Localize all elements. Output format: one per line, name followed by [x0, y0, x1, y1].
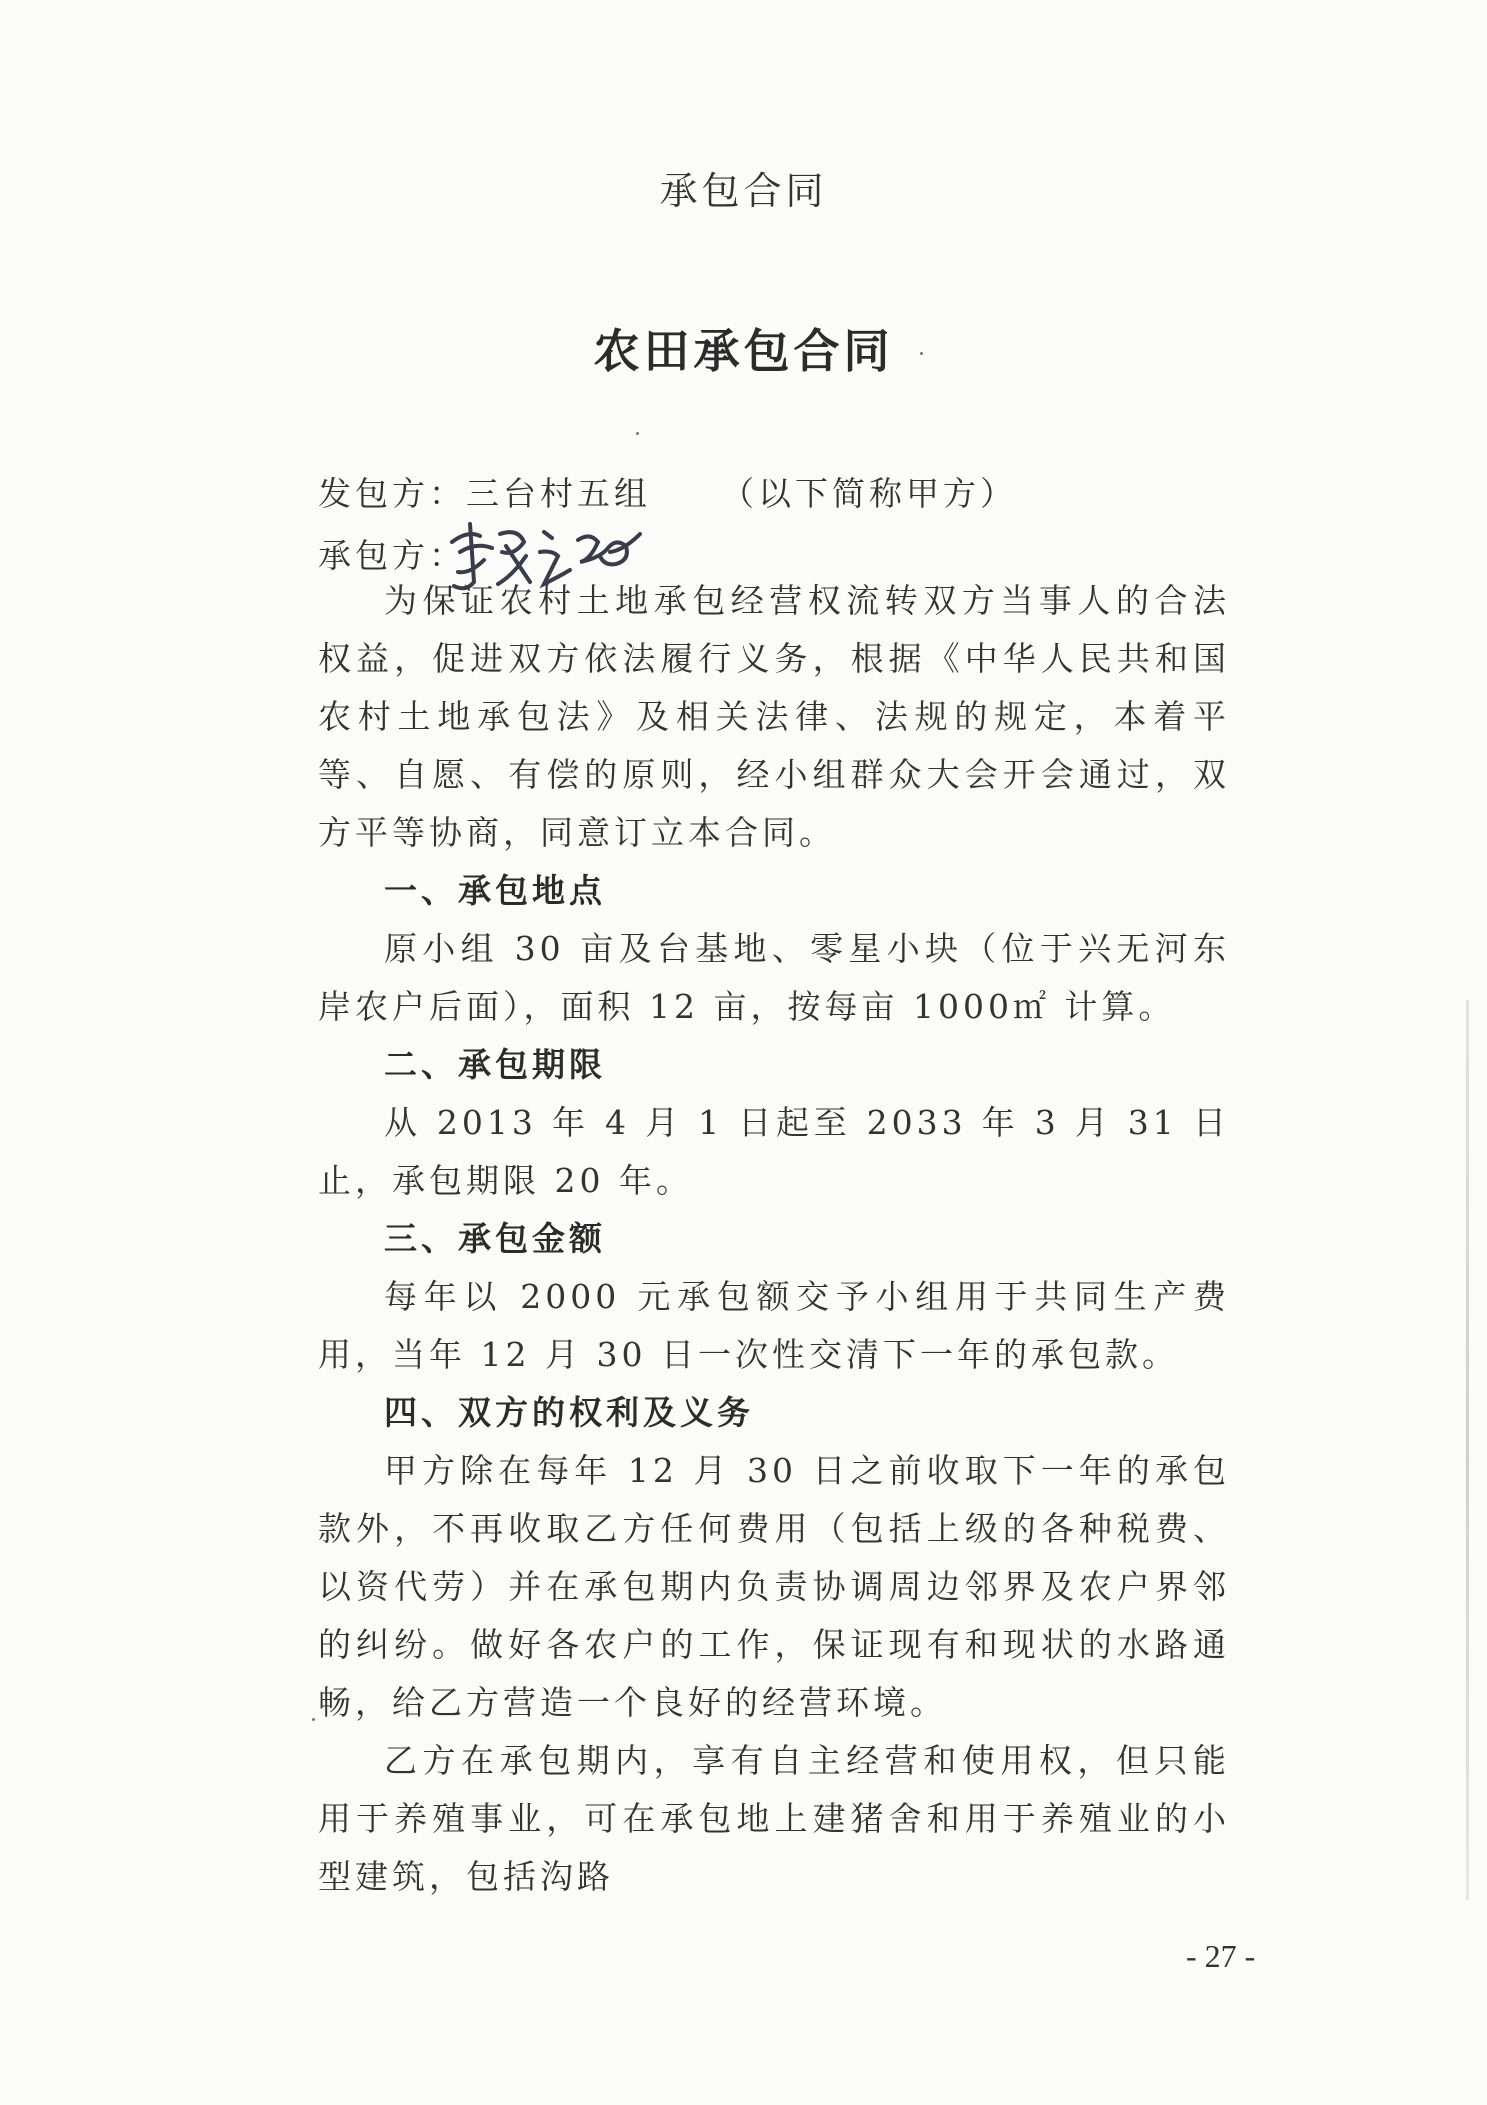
issuer-note: （以下简称甲方）	[721, 474, 1017, 513]
section-paragraph: 原小组 30 亩及台基地、零星小块（位于兴无河东岸农户后面），面积 12 亩，按每亩 1000㎡ 计算。	[318, 929, 1230, 1026]
section-paragraph: 乙方在承包期内，享有自主经营和使用权，但只能用于养殖事业，可在承包地上建猪舍和用于养殖业的小型建筑，包括沟路	[318, 1741, 1230, 1896]
document-title: 农田承包合同	[593, 324, 894, 378]
section-heading: 一、承包地点	[384, 871, 606, 910]
section-paragraph: 每年以 2000 元承包额交予小组用于共同生产费用，当年 12 月 30 日一次性交清下一年的承包款。	[318, 1277, 1230, 1374]
contractor-label: 承包方：	[318, 536, 466, 575]
section-heading: 四、双方的权利及义务	[384, 1393, 754, 1432]
section-heading: 二、承包期限	[384, 1045, 606, 1084]
scan-edge-mark	[1466, 1000, 1469, 1900]
section-paragraph: 从 2013 年 4 月 1 日起至 2033 年 3 月 31 日止，承包期限 20 年。	[318, 1103, 1230, 1200]
document-body	[318, 572, 1230, 1906]
issuer-label: 发包方：	[318, 474, 466, 513]
intro-paragraph: 为保证农村土地承包经营权流转双方当事人的合法权益，促进双方依法履行义务，根据《中华人民共和国农村土地承包法》及相关法律、法规的规定，本着平等、自愿、有偿的原则，经小组群众大会开会通过，双方平等协商，同意订立本合同。	[318, 581, 1230, 852]
header-title: 承包合同	[659, 169, 828, 213]
section-paragraph: 甲方除在每年 12 月 30 日之前收取下一年的承包款外，不再收取乙方任何费用（包括上级的各种税费、以资代劳）并在承包期内负责协调周边邻界及农户界邻的纠纷。做好各农户的工作，保证现有和现状的水路通畅，给乙方营造一个良好的经营环境。	[318, 1451, 1230, 1722]
scan-speck	[636, 432, 639, 435]
issuer-value: 三台村五组	[466, 474, 651, 513]
section-heading: 三、承包金额	[384, 1219, 606, 1258]
issuer-line	[318, 468, 1017, 515]
page-number: - 27 -	[1186, 1938, 1256, 1974]
scan-speck	[312, 1718, 315, 1721]
scan-speck	[920, 352, 923, 355]
